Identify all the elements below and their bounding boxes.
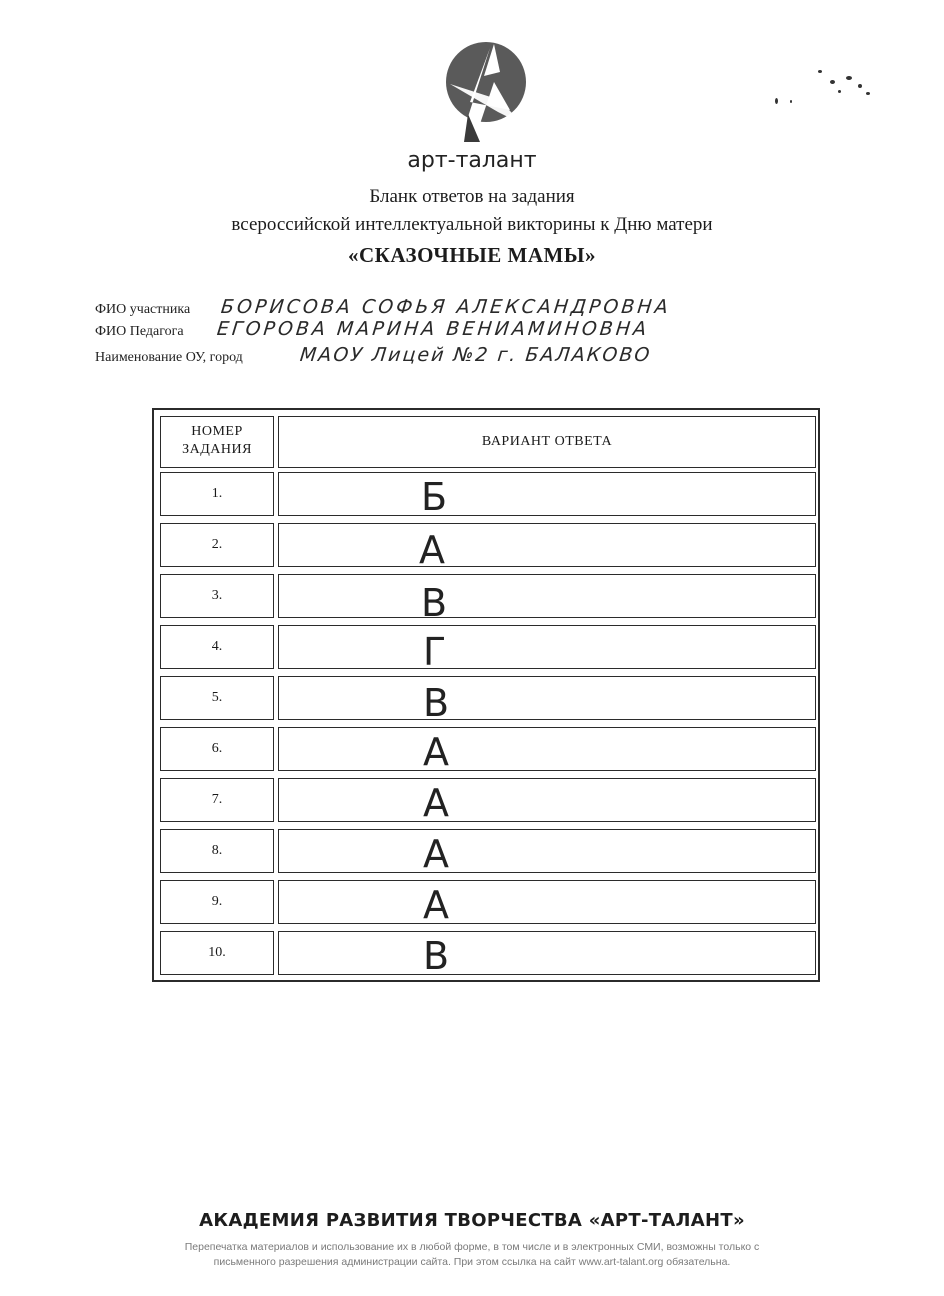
- task-number-cell: 3.: [160, 574, 274, 618]
- teacher-label: ФИО Педагога: [95, 324, 184, 339]
- task-number-cell: 10.: [160, 931, 274, 975]
- scan-speck: [790, 100, 792, 103]
- answer-value: Г: [423, 630, 447, 674]
- quiz-title: «СКАЗОЧНЫЕ МАМЫ»: [348, 243, 596, 267]
- brand-name: арт-талант: [407, 148, 537, 173]
- task-number-cell: 7.: [160, 778, 274, 822]
- answer-value: А: [423, 883, 449, 927]
- answer-value: В: [423, 934, 450, 978]
- school-value: МАОУ Лицей №2 г. БАЛАКОВО: [298, 344, 653, 366]
- answer-value: А: [423, 832, 449, 876]
- sheet-title-line-1: Бланк ответов на задания: [369, 186, 575, 207]
- answer-value: А: [419, 528, 445, 572]
- scan-speck: [846, 76, 852, 80]
- answer-value: А: [423, 730, 449, 774]
- answer-cell: [278, 880, 816, 927]
- sheet-title-line-2: всероссийской интеллектуальной викторины к Дню матери: [231, 214, 713, 235]
- school-label: Наименование ОУ, город: [95, 350, 243, 365]
- art-talant-logo-icon: [440, 42, 532, 146]
- scan-speck: [818, 70, 822, 73]
- header-task-number-line-2: ЗАДАНИЯ: [182, 442, 252, 457]
- answer-cell: [278, 931, 816, 978]
- answer-table: [152, 408, 820, 982]
- answer-cell: [278, 625, 816, 674]
- task-number-cell: 6.: [160, 727, 274, 771]
- answer-cell: [278, 574, 816, 625]
- answer-cell: [278, 778, 816, 825]
- scan-speck: [775, 98, 778, 104]
- participant-label: ФИО участника: [95, 302, 191, 317]
- scan-speck: [858, 84, 862, 88]
- header-task-number: [160, 416, 274, 468]
- answer-cell: [278, 829, 816, 876]
- task-number-cell: 2.: [160, 523, 274, 567]
- footer-copyright-line-2: письменного разрешения администрации сайта. При этом ссылка на сайт www.art-talant.org обязательна.: [213, 1256, 731, 1268]
- scan-speck: [866, 92, 870, 95]
- teacher-value: ЕГОРОВА МАРИНА ВЕНИАМИНОВНА: [215, 318, 651, 340]
- task-number-cell: 9.: [160, 880, 274, 924]
- answer-cell: [278, 676, 816, 725]
- task-number-cell: 1.: [160, 472, 274, 516]
- answer-cell: [278, 472, 816, 519]
- answer-value: Б: [421, 475, 448, 519]
- footer-copyright-line-1: Перепечатка материалов и использование их в любой форме, в том числе и в электронных СМИ, возможны только с: [184, 1241, 760, 1253]
- answer-cell: [278, 523, 816, 572]
- participant-value: БОРИСОВА СОФЬЯ АЛЕКСАНДРОВНА: [219, 296, 672, 318]
- task-number-cell: 4.: [160, 625, 274, 669]
- header-answer-variant: ВАРИАНТ ОТВЕТА: [278, 416, 816, 468]
- task-number-cell: 8.: [160, 829, 274, 873]
- header-task-number-line-1: НОМЕР: [191, 424, 243, 439]
- scan-speck: [838, 90, 841, 93]
- answer-value: В: [421, 581, 448, 625]
- footer-academy-title: АКАДЕМИЯ РАЗВИТИЯ ТВОРЧЕСТВА «АРТ-ТАЛАНТ»: [199, 1210, 745, 1231]
- answer-value: А: [423, 781, 449, 825]
- answer-cell: [278, 727, 816, 774]
- answer-value: В: [423, 681, 450, 725]
- task-number-cell: 5.: [160, 676, 274, 720]
- scan-speck: [830, 80, 835, 84]
